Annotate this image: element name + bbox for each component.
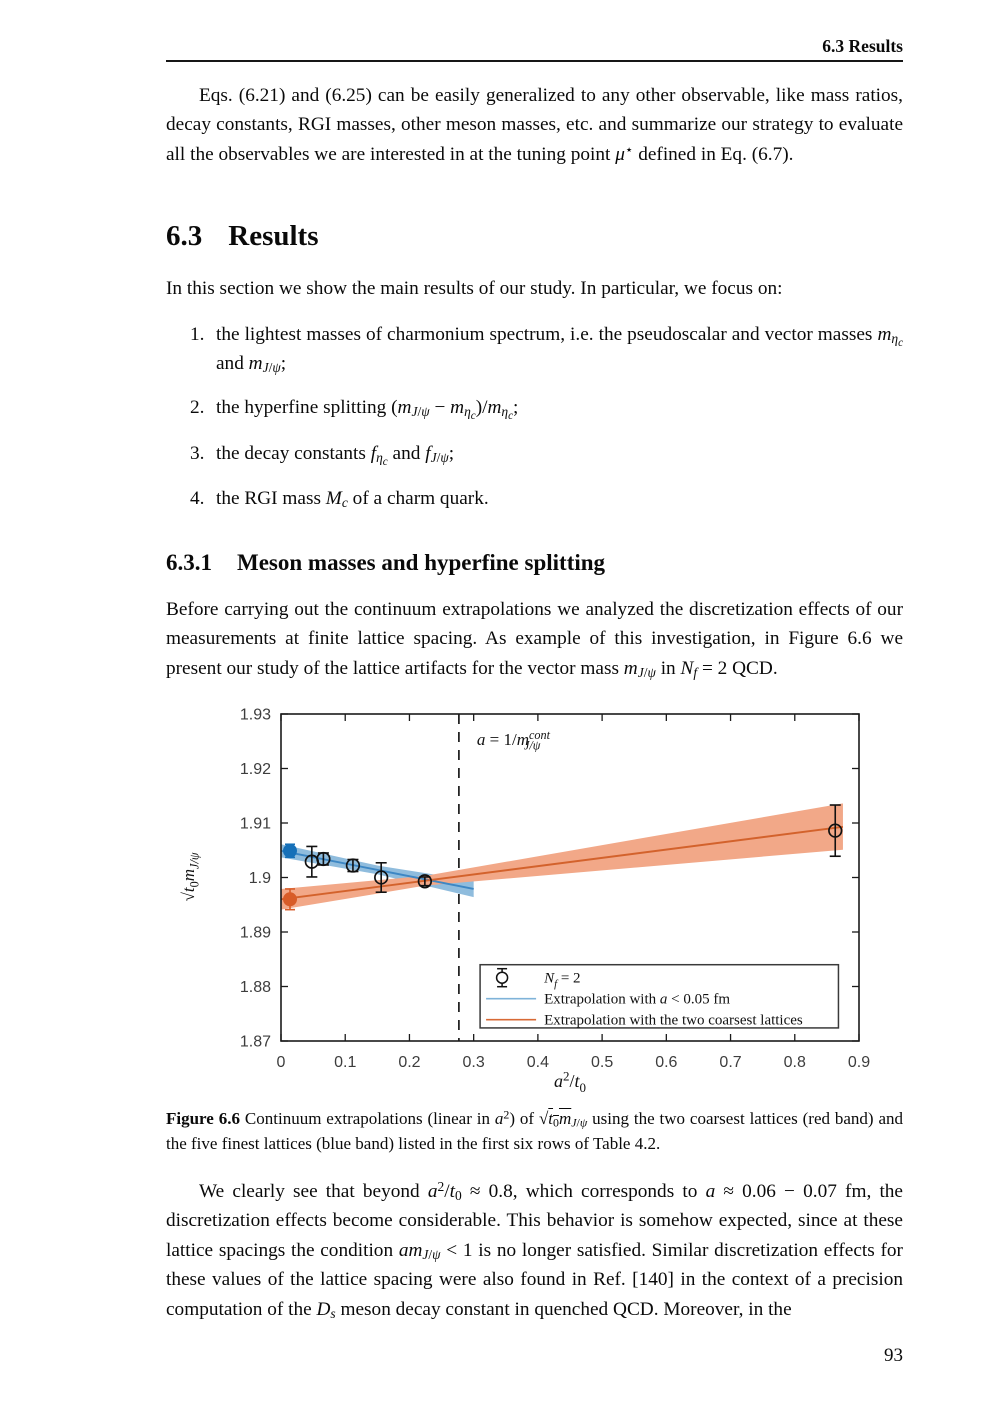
list-item-3 xyxy=(166,439,903,468)
continuum-point xyxy=(283,892,297,906)
x-tick-label: 0 xyxy=(276,1054,286,1071)
section-number: 6.3 xyxy=(166,220,203,252)
list-item-number: 2. xyxy=(190,397,205,418)
x-tick-label: 0.5 xyxy=(590,1054,614,1071)
y-tick-label: 1.9 xyxy=(248,870,271,887)
figure-6-6-plot xyxy=(160,695,920,1105)
subsection-title: Meson masses and hyperfine splitting xyxy=(237,550,606,575)
paragraph-before-figure: Before carrying out the continuum extrapolations we analyzed the discretization effects of our measurements at finite lattice spacing. As example of this investigation, in Figure 6.6 we present our study of the lattice artifacts for the vector mass $m_{J/\psi}$ in $N_f = 2$ QCD. xyxy=(166,599,903,680)
x-tick-label: 0.8 xyxy=(783,1054,806,1071)
x-axis-label: $a^2/t_0$ xyxy=(553,1068,587,1095)
page-number: 93 xyxy=(884,1345,903,1366)
legend-entry-label: Extrapolation with a < 0.05 fm xyxy=(544,991,731,1008)
paragraph-discussion: We clearly see that beyond $a^2/t_0 \approx 0.8$, which corresponds to a ≈ 0.06 − 0.07 fm, the discretization effects become considerable. This behavior is somehow expected, since at these lattice spacings the condition $am_{J/\psi} < 1$ is no longer satisfied. Similar discretization effects for these values of the lattice spacing were also found in Ref. [140] in the context of a precision computation of the $D_s$ meson decay constant in quenched QCD. Moreover, in the xyxy=(166,1178,903,1321)
y-tick-label: 1.93 xyxy=(239,706,271,724)
list-item-text: the decay constants $f_{\eta_c}$ and $f_{J/\psi}$; xyxy=(216,443,455,468)
subsection-number: 6.3.1 xyxy=(166,550,212,575)
running-head xyxy=(822,36,903,57)
x-tick-label: 0.9 xyxy=(847,1054,871,1071)
paragraph-intro: Eqs. (6.21) and (6.25) can be easily generalized to any other observable, like mass ratios, decay constants, RGI masses, other meson masses, etc. and summarize our strategy to evaluate all the observables we are interested in at the tuning point μ⋆ defined in Eq. (6.7). xyxy=(166,85,903,165)
header-rule xyxy=(166,60,903,62)
y-tick-label: 1.92 xyxy=(239,761,271,778)
vline-annotation: $a = 1/m^{cont}$ J/ψ xyxy=(476,727,550,753)
x-tick-label: 0.7 xyxy=(719,1054,742,1071)
legend-entry-label: $N_f = 2$ xyxy=(544,970,581,990)
section-heading xyxy=(166,219,318,253)
legend-errorbar-marker-icon xyxy=(497,972,508,983)
extrapolation-band-1 xyxy=(281,803,843,909)
y-axis-label: $√t_0m_{J/\psi}$ xyxy=(179,852,202,902)
y-tick-label: 1.89 xyxy=(239,924,271,942)
continuum-point xyxy=(283,844,297,858)
list-item-4 xyxy=(166,484,903,513)
list-item-1 xyxy=(166,320,903,379)
y-tick-label: 1.87 xyxy=(239,1033,271,1051)
legend-entry-label: Extrapolation with the two coarsest lattices xyxy=(544,1012,803,1029)
list-item-number: 1. xyxy=(190,324,205,345)
x-tick-label: 0.2 xyxy=(398,1054,421,1071)
y-tick-label: 1.91 xyxy=(239,815,271,833)
figure-caption xyxy=(166,1106,903,1156)
running-head-text: 6.3 Results xyxy=(822,36,903,56)
x-tick-label: 0.4 xyxy=(526,1054,550,1071)
list-item-2 xyxy=(166,393,903,422)
x-tick-label: 0.1 xyxy=(334,1054,357,1071)
list-item-text: the RGI mass $M_c$ of a charm quark. xyxy=(216,488,489,510)
list-item-text: the lightest masses of charmonium spectrum, i.e. the pseudoscalar and vector masses $m_{\eta_c}$ and $m_{J/\psi}$; xyxy=(216,324,903,376)
subsection-heading xyxy=(166,549,605,577)
paragraph-section-intro: In this section we show the main results of our study. In particular, we focus on: xyxy=(166,278,783,299)
x-tick-label: 0.3 xyxy=(462,1054,485,1071)
figure-caption-label: Figure 6.6 xyxy=(166,1109,240,1128)
figure-caption-text: Continuum extrapolations (linear in $a^2$) of $√t_0m_{J/\psi}$ using the two coarsest lattices (red band) and the five finest lattices (blue band) listed in the first six rows of Table 4.2. xyxy=(166,1107,904,1153)
list-item-number: 4. xyxy=(190,488,205,509)
x-tick-label: 0.6 xyxy=(655,1054,678,1071)
y-tick-label: 1.88 xyxy=(239,979,271,996)
section-title: Results xyxy=(228,220,319,252)
list-item-text: the hyperfine splitting $(m_{J/\psi} - m_{\eta_c})/m_{\eta_c}$; xyxy=(216,397,519,422)
list-item-number: 3. xyxy=(190,443,205,464)
